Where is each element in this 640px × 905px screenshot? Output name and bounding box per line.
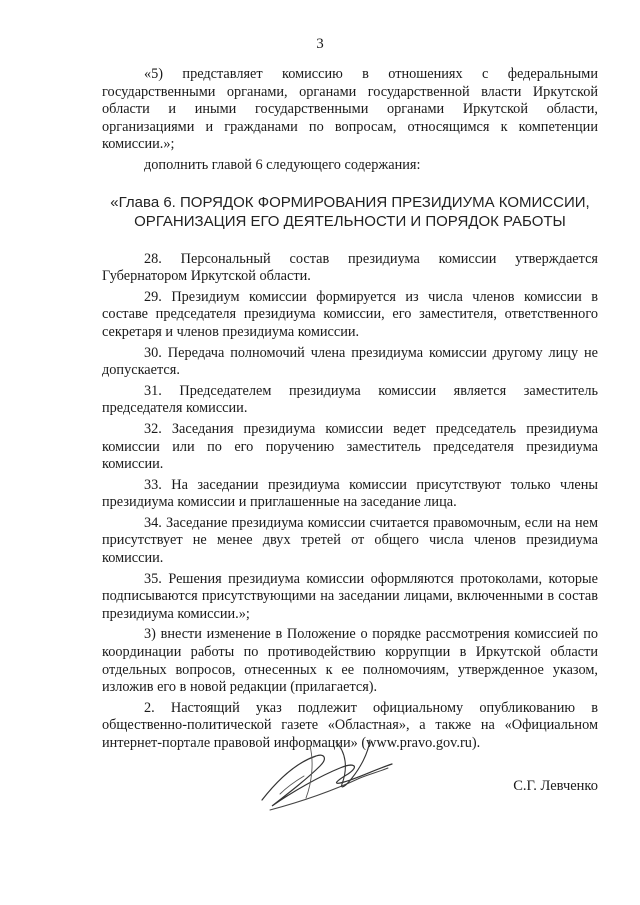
document-body bbox=[102, 66, 598, 756]
paragraph-publication: 2. Настоящий указ подлежит официальному опубликованию в общественно-политической газете «Областная», а также на «Официальном интернет-портале правовой информации» (www.pravo.gov.ru). bbox=[102, 699, 598, 751]
chapter-title bbox=[102, 193, 598, 231]
paragraph-item-3: 3) внести изменение в Положение о порядке рассмотрения комиссией по координации работы по противодействию коррупции в Иркутской области отдельных вопросов, отнесенных к ее полномочиям, утвержденное указом, изложив его в новой редакции (прилагается). bbox=[102, 626, 598, 696]
paragraph-35: 35. Решения президиума комиссии оформляются протоколами, которые подписываются присутствующими на заседании лицами, включенными в состав президиума комиссии.»; bbox=[102, 570, 598, 622]
paragraph-item-5: «5) представляет комиссию в отношениях с федеральными государственными органами, органами государственной власти Иркутской области и иными государственными органами Иркутской области, организациями и гражданами по вопросам, относящимся к компетенции комиссии.»; bbox=[102, 66, 598, 153]
paragraph-29: 29. Президиум комиссии формируется из числа членов комиссии в составе председателя президиума комиссии, его заместителя, ответственного секретаря и членов президиума комиссии. bbox=[102, 288, 598, 340]
paragraph-34: 34. Заседание президиума комиссии считается правомочным, если на нем присутствует не менее двух третей от общего числа членов президиума комиссии. bbox=[102, 514, 598, 567]
paragraph-amendment-intro: дополнить главой 6 следующего содержания: bbox=[144, 156, 421, 173]
page-number: 3 bbox=[316, 36, 324, 52]
paragraph-30: 30. Передача полномочий члена президиума комиссии другому лицу не допускается. bbox=[102, 344, 598, 379]
paragraph-32: 32. Заседания президиума комиссии ведет председатель президиума комиссии или по его поручению заместитель председателя президиума комиссии. bbox=[102, 420, 598, 473]
paragraph-33: 33. На заседании президиума комиссии присутствуют только члены президиума комиссии и приглашенные на заседание лица. bbox=[102, 476, 598, 511]
paragraph-31: 31. Председателем президиума комиссии является заместитель председателя комиссии. bbox=[102, 382, 598, 417]
handwritten-signature bbox=[250, 722, 400, 822]
chapter-title-line-2: ОРГАНИЗАЦИЯ ЕГО ДЕЯТЕЛЬНОСТИ И ПОРЯДОК РАБОТЫ bbox=[134, 212, 566, 230]
signatory-name: С.Г. Левченко bbox=[513, 778, 598, 794]
paragraph-28: 28. Персональный состав президиума комиссии утверждается Губернатором Иркутской области. bbox=[102, 250, 598, 285]
chapter-title-line-1: «Глава 6. ПОРЯДОК ФОРМИРОВАНИЯ ПРЕЗИДИУМА КОМИССИИ, bbox=[110, 193, 590, 211]
